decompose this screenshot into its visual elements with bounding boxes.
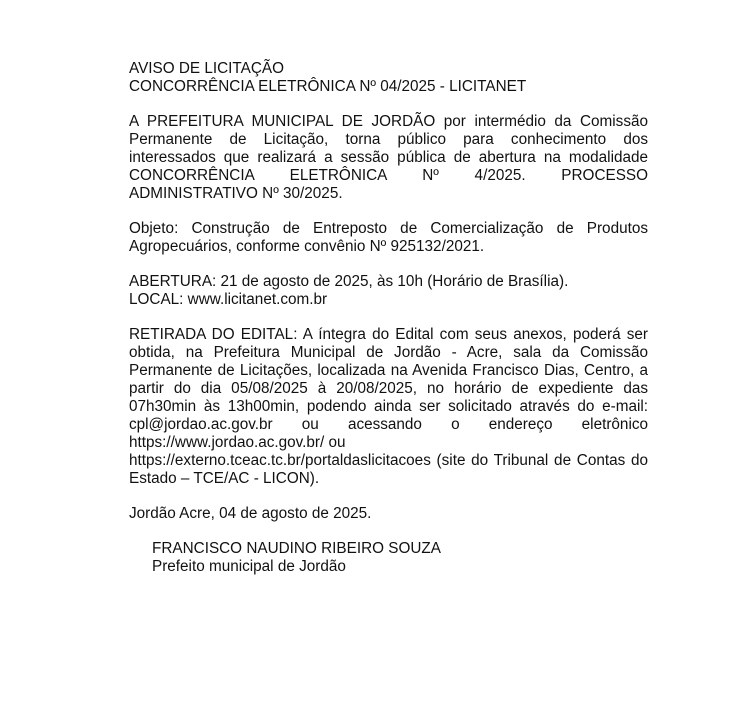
place-date: Jordão Acre, 04 de agosto de 2025. [129,505,372,522]
retrieval-paragraph: RETIRADA DO EDITAL: A íntegra do Edital com seus anexos, poderá ser obtida, na Prefeitura Municipal de Jordão - Acre, sala da Comissão Permanente de Licitações, localizada na Avenida Francisco Dias, Centro, a partir do dia 05/08/2025 à 20/08/2025, no horário de expediente das 07h30min às 13h00min, podendo ainda ser solicitado através do e-mail: cpl@jordao.ac.gov.br ou acessando o endereço eletrônico https://www.jordao.ac.gov.br/ ou [129,326,648,451]
intro-paragraph: A PREFEITURA MUNICIPAL DE JORDÃO por intermédio da Comissão Permanente de Licitação, torna público para conhecimento dos interessados que realizará a sessão pública de abertura na modalidade CONCORRÊNCIA ELETRÔNICA Nº 4/2025. PROCESSO ADMINISTRATIVO Nº 30/2025. [129,113,648,202]
document-body [129,60,648,576]
modality-title: CONCORRÊNCIA ELETRÔNICA Nº 04/2025 - LICITANET [129,78,527,95]
opening-date: ABERTURA: 21 de agosto de 2025, às 10h (Horário de Brasília). [129,273,569,290]
spacer [129,203,648,220]
spacer [129,488,648,505]
object-paragraph: Objeto: Construção de Entreposto de Comercialização de Produtos Agropecuários, conforme convênio Nº 925132/2021. [129,220,648,255]
opening-local: LOCAL: www.licitanet.com.br [129,291,328,308]
signatory-role: Prefeito municipal de Jordão [152,558,346,575]
spacer [129,96,648,113]
spacer [129,309,648,326]
signatory-name: FRANCISCO NAUDINO RIBEIRO SOUZA [152,540,441,557]
spacer [129,523,648,540]
retrieval-paragraph-continued: https://externo.tceac.tc.br/portaldaslicitacoes (site do Tribunal de Contas do Estado – TCE/AC - LICON). [129,452,648,487]
spacer [129,256,648,273]
notice-title: AVISO DE LICITAÇÃO [129,60,284,77]
